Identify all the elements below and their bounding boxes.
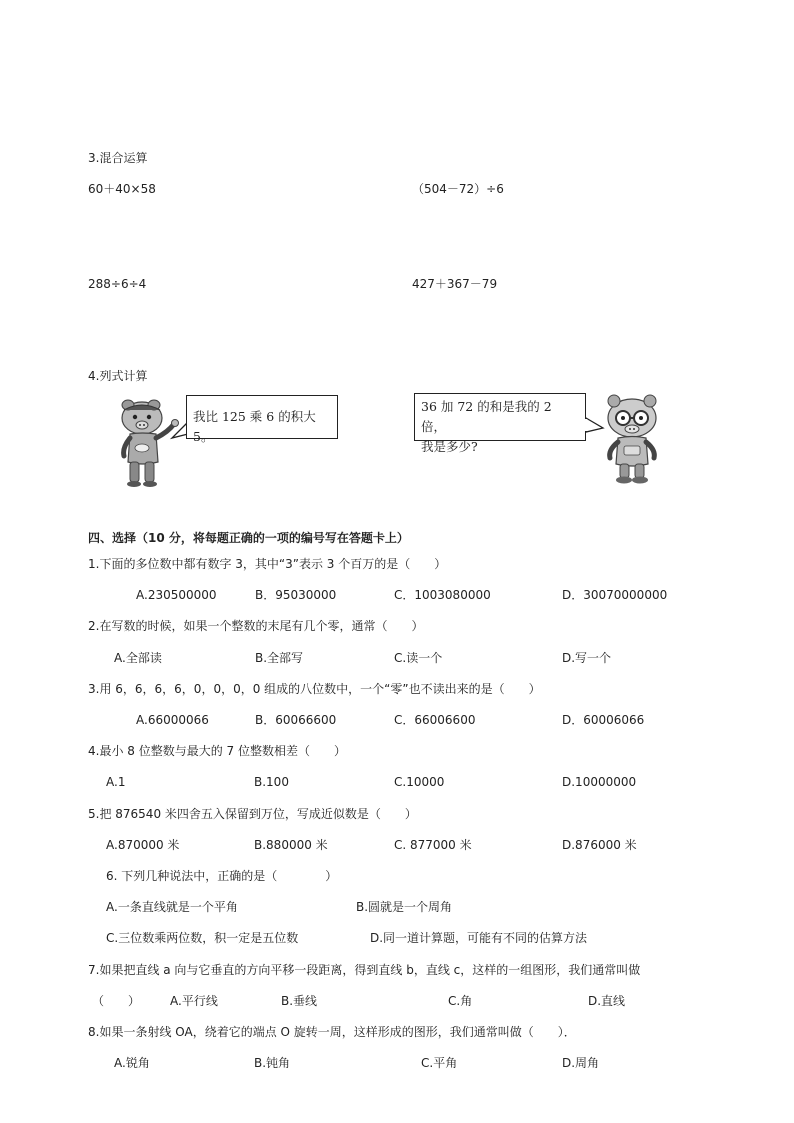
q8-option-b: B.钝角 <box>254 1056 291 1070</box>
q7-option-a: A.平行线 <box>170 994 218 1008</box>
q1-option-a: A.230500000 <box>136 588 217 602</box>
q5-option-c: C. 877000 米 <box>394 838 472 852</box>
speech-bubble-left <box>186 395 338 444</box>
q4-option-c: C.10000 <box>394 775 445 789</box>
q7-option-b: B.垂线 <box>281 994 318 1008</box>
mixed-problem-4: 427＋367－79 <box>412 277 498 291</box>
q5-option-b: B.880000 米 <box>254 838 328 852</box>
q7-option-c: C.角 <box>448 994 473 1008</box>
q1-stem: 1.下面的多位数中都有数字 3，其中“3”表示 3 个百万的是（ ） <box>88 557 447 571</box>
q1-option-d: D．30070000000 <box>562 588 668 602</box>
q2-option-c: C.读一个 <box>394 651 443 665</box>
q4-option-a: A.1 <box>106 775 126 789</box>
q8-option-d: D.周角 <box>562 1056 600 1070</box>
q2-option-b: B.全部写 <box>255 651 304 665</box>
bubble-right-line-1: 36 加 72 的和是我的 2 倍， <box>421 399 552 434</box>
q7-stem-continued: （ ） <box>92 994 141 1008</box>
q3-option-a: A.66000066 <box>136 713 209 727</box>
q5-stem: 5.把 876540 米四舍五入保留到万位，写成近似数是（ ） <box>88 807 417 821</box>
q6-option-c: C.三位数乘两位数，积一定是五位数 <box>106 931 299 945</box>
q5-option-a: A.870000 米 <box>106 838 180 852</box>
q1-option-b: B．95030000 <box>255 588 337 602</box>
mixed-problem-1: 60＋40×58 <box>88 182 156 196</box>
q6-option-a: A.一条直线就是一个平角 <box>106 900 238 914</box>
pig-cartoon-left-icon <box>112 396 184 488</box>
q3-stem: 3.用 6，6，6，6，0，0，0，0 组成的八位数中，一个“零”也不读出来的是（ ） <box>88 682 541 696</box>
speech-bubble-right <box>414 393 586 454</box>
q7-option-d: D.直线 <box>588 994 626 1008</box>
q2-option-d: D.写一个 <box>562 651 612 665</box>
q4-option-d: D.10000000 <box>562 775 637 789</box>
q6-option-b: B.圆就是一个周角 <box>356 900 453 914</box>
q2-option-a: A.全部读 <box>114 651 162 665</box>
listed-heading: 4.列式计算 <box>88 369 148 383</box>
mixed-problem-2: （504－72）÷6 <box>412 182 504 196</box>
q3-option-d: D．60006066 <box>562 713 645 727</box>
q1-option-c: C．1003080000 <box>394 588 491 602</box>
q3-option-b: B．60066600 <box>255 713 337 727</box>
q7-stem: 7.如果把直线 a 向与它垂直的方向平移一段距离，得到直线 b，直线 c，这样的一组图形，我们通常叫做 <box>88 963 641 977</box>
mixed-problem-3: 288÷6÷4 <box>88 277 147 291</box>
q4-option-b: B.100 <box>254 775 289 789</box>
q3-option-c: C．66006600 <box>394 713 476 727</box>
q6-stem: 6. 下列几种说法中，正确的是（ ） <box>106 869 338 883</box>
section-4-title: 四、选择（10 分，将每题正确的一项的编号写在答题卡上） <box>88 531 409 545</box>
q8-stem: 8.如果一条射线 OA，绕着它的端点 O 旋转一周，这样形成的图形，我们通常叫做（ ）． <box>88 1025 576 1039</box>
q5-option-d: D.876000 米 <box>562 838 637 852</box>
bubble-right-line-2: 我是多少? <box>421 439 478 454</box>
q4-stem: 4.最小 8 位整数与最大的 7 位整数相差（ ） <box>88 744 346 758</box>
q8-option-c: C.平角 <box>421 1056 458 1070</box>
q8-option-a: A.锐角 <box>114 1056 150 1070</box>
q2-stem: 2.在写数的时候，如果一个整数的末尾有几个零，通常（ ） <box>88 619 424 633</box>
mixed-heading: 3.混合运算 <box>88 151 148 165</box>
bubble-left-text: 我比 125 乘 6 的积大 5。 <box>193 409 316 444</box>
q6-option-d: D.同一道计算题，可能有不同的估算方法 <box>370 931 588 945</box>
pig-cartoon-right-icon <box>596 392 668 486</box>
